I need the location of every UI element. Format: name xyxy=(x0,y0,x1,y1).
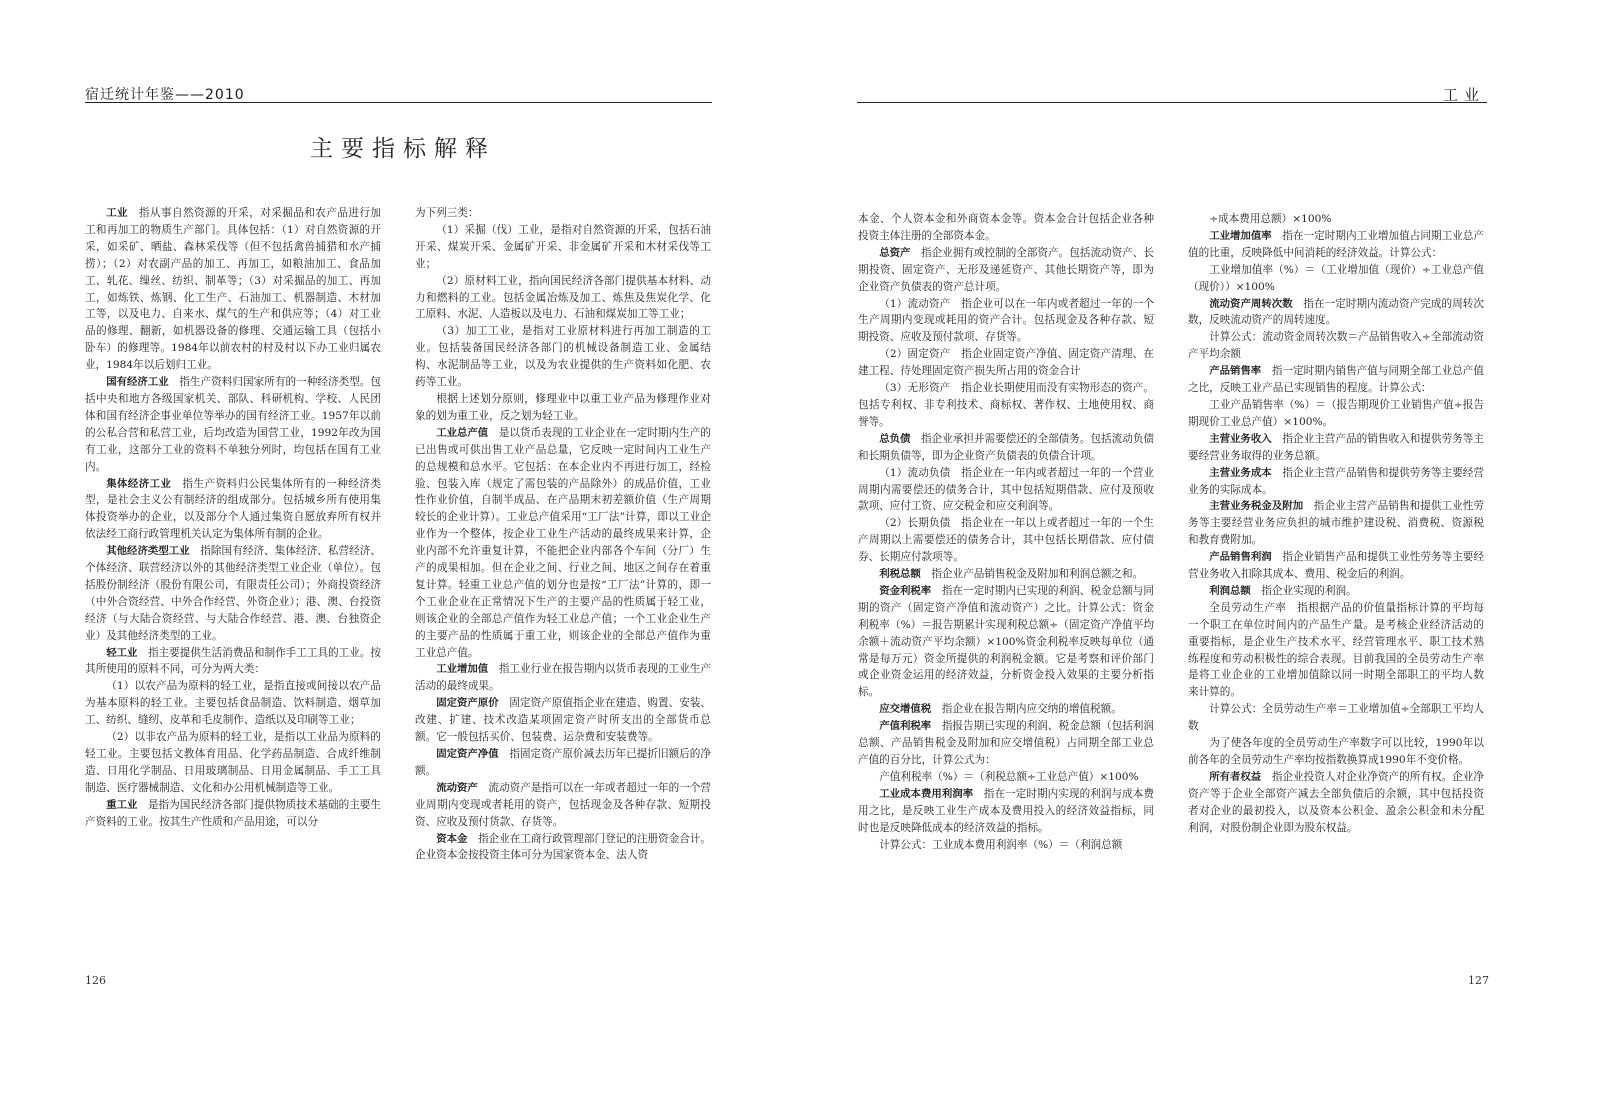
running-header-right: 工业 xyxy=(1442,86,1485,104)
paragraph-text: 指在一定时期内已实现的利润、税金总额与同期的资产（固定资产净值和流动资产）之比。计算公式：资金利税率（%）＝报告期累计实现利税总额÷（固定资产净值平均余额＋流动资产平均余额）×100%资金利税率反映每单位（通常是每万元）资金所提供的利润税金额。它是考察和评价部门或企业资金运用的经济效益，分析资金投入效果的主要分析指标。 xyxy=(858,584,1154,699)
paragraph-text: （3）加工工业，是指对工业原材料进行再加工制造的工业。包括装备国民经济各部门的机械设备制造工业、金属结构、水泥制品等工业，以及为农业提供的生产资料如化肥、农药等工业。 xyxy=(415,325,711,389)
paragraph-text: 指生产资料归国家所有的一种经济类型。包括中央和地方各级国家机关、部队、科研机构、学校、人民团体和国有经济企事业单位等举办的国有经济工业。1957年以前的公私合营和私营工业，后均改造为国营工业，1992年改为国有工业，这部分工业的资料不单独分列时，均包括在国有工业内。 xyxy=(85,376,381,473)
term-heading: 所有者权益 xyxy=(1209,770,1262,783)
paragraph-text: 为了使各年度的全员劳动生产率数字可以比较，1990年以前各年的全员劳动生产率均按指数换算成1990年不变价格。 xyxy=(1188,737,1484,766)
paragraph xyxy=(858,465,1154,516)
term-heading: 产品销售利润 xyxy=(1209,551,1272,564)
paragraph-text: 指在一定时期内实现的利润与成本费用之比，是反映工业生产成本及费用投入的经济效益指标，同时也是反映降低成本的经济效益的指标。 xyxy=(858,787,1154,834)
paragraph-text: 全员劳动生产率 指根据产品的价值量指标计算的平均每一个职工在单位时间内的产品生产量。是考核企业经济活动的重要指标，是企业生产技术水平、经营管理水平、职工技术熟练程度和劳动积极性的综合表现。目前我国的全员劳动生产率是将工业企业的工业增加值除以同一时期全部职工的平均人数来计算的。 xyxy=(1188,601,1484,699)
term-heading: 主营业务收入 xyxy=(1209,432,1272,445)
paragraph-text: 流动资产是指可以在一年或者超过一年的一个营业周期内变现或者耗用的资产，包括现金及各种存款、短期投资、应收及预付货款、存货等。 xyxy=(415,781,711,828)
paragraph-text: ÷成本费用总额）×100% xyxy=(1209,213,1332,225)
paragraph xyxy=(858,211,1154,245)
paragraph-text: 指企业主营产品的销售收入和提供劳务等主要经营业务取得的业务总额。 xyxy=(1188,432,1484,462)
left-page xyxy=(0,0,804,1099)
paragraph xyxy=(85,797,381,831)
paragraph xyxy=(1188,211,1484,228)
term-heading: 其他经济类型工业 xyxy=(106,545,190,558)
term-heading: 国有经济工业 xyxy=(106,376,169,389)
page-number: 127 xyxy=(1468,974,1489,987)
paragraph xyxy=(1188,600,1484,701)
paragraph xyxy=(1188,498,1484,549)
paragraph-text: （1）采掘（伐）工业，是指对自然资源的开采，包括石油开采、煤炭开采、金属矿开采、非金属矿开采和木材采伐等工业； xyxy=(415,223,711,270)
paragraph-text: 指企业拥有或控制的全部资产。包括流动资产、长期投资、固定资产、无形及递延资产、其他长期资产等，即为企业资产负债表的资产总计项。 xyxy=(858,246,1154,293)
paragraph xyxy=(1188,296,1484,330)
paragraph xyxy=(858,786,1154,837)
paragraph xyxy=(85,678,381,729)
term-heading: 工业总产值 xyxy=(436,426,489,439)
paragraph-text: （1）流动负债 指企业在一年内或者超过一年的一个营业周期内需要偿还的债务合计，其中包括短期借款、应付及预收款项、应付工资、应交税金和应交利润等。 xyxy=(858,466,1154,513)
paragraph xyxy=(1188,735,1484,769)
term-heading: 固定资产净值 xyxy=(436,748,499,760)
paragraph xyxy=(415,780,711,831)
page-number: 126 xyxy=(85,974,106,987)
paragraph xyxy=(858,515,1154,566)
paragraph-text: 指企业主营产品销售和提供工业性劳务等主要经营业务应负担的城市维护建设税、消费税、资源税和教育费附加。 xyxy=(1188,500,1484,547)
term-heading: 工业增加值率 xyxy=(1209,229,1272,242)
term-heading: 产值利税率 xyxy=(879,720,932,733)
paragraph xyxy=(415,661,711,695)
term-heading: 固定资产原价 xyxy=(436,697,499,710)
paragraph xyxy=(415,273,711,324)
paragraph xyxy=(85,205,381,374)
paragraph xyxy=(858,346,1154,380)
term-heading: 利润总额 xyxy=(1209,584,1251,597)
paragraph xyxy=(1188,549,1484,583)
paragraph-text: （1）以农产品为原料的轻工业，是指直接或间接以农产品为基本原料的轻工业。主要包括食品制造、饮料制造、烟草加工、纺织、缝纫、皮革和毛皮制作、造纸以及印刷等工业； xyxy=(85,680,381,727)
term-heading: 资本金 xyxy=(436,832,468,845)
paragraph-text: 固定资产原值指企业在建造、购置、安装、改建、扩建、技术改造某项固定资产时所支出的全部货币总额。它一般包括买价、包装费、运杂费和安装费等。 xyxy=(415,697,711,744)
paragraph-text: 是指为国民经济各部门提供物质技术基础的主要生产资料的工业。按其生产性质和产品用途，可以分 xyxy=(85,798,381,828)
term-heading: 主营业务成本 xyxy=(1209,466,1272,479)
paragraph-text: （2）以非农产品为原料的轻工业，是指以工业品为原料的轻工业。主要包括文教体育用品、化学药品制造、合成纤维制造、日用化学制品、日用玻璃制品、日用金属制品、手工工具制造、医疗器械制造、文化和办公用机械制造等工业。 xyxy=(85,731,381,794)
paragraph xyxy=(1188,583,1484,600)
paragraph-text: 指企业销售产品和提供工业性劳务等主要经营业务收入扣除其成本、费用、税金后的利润。 xyxy=(1188,551,1484,581)
paragraph xyxy=(1188,329,1484,363)
paragraph-text: （3）无形资产 指企业长期使用而没有实物形态的资产。包括专利权、非专利技术、商标权、著作权、土地使用权、商誉等。 xyxy=(858,382,1154,428)
paragraph xyxy=(858,837,1154,854)
paragraph-text: 指主要提供生活消费品和制作手工工具的工业。按其所使用的原料不同，可分为两大类： xyxy=(85,646,381,676)
paragraph xyxy=(1188,769,1484,837)
term-heading: 工业成本费用利润率 xyxy=(879,787,974,800)
paragraph xyxy=(1188,431,1484,465)
term-heading: 主营业务税金及附加 xyxy=(1209,500,1304,513)
term-heading: 轻工业 xyxy=(106,646,138,659)
term-heading: 工业增加值 xyxy=(436,663,489,676)
paragraph xyxy=(858,769,1154,786)
paragraph xyxy=(1188,363,1484,397)
term-heading: 资金利税率 xyxy=(879,584,932,597)
paragraph-text: 本金、个人资本金和外商资本金等。资本金合计包括企业各种投资主体注册的全部资本金。 xyxy=(858,213,1154,242)
paragraph xyxy=(415,391,711,425)
paragraph-text: （2）固定资产 指企业固定资产净值、固定资产清理、在建工程、待处理固定资产损失所占用的资金合计 xyxy=(858,348,1154,378)
term-heading: 集体经济工业 xyxy=(106,477,172,490)
page-title: 主要指标解释 xyxy=(310,136,496,162)
paragraph-text: 为下列三类： xyxy=(415,207,479,219)
paragraph xyxy=(858,380,1154,431)
term-heading: 总负债 xyxy=(879,432,911,445)
term-heading: 利税总额 xyxy=(879,568,921,581)
text-column xyxy=(1188,211,1484,901)
paragraph-text: 指一定时期内销售产值与同期全部工业总产值之比，反映工业产品已实现销售的程度。计算公式： xyxy=(1188,365,1484,395)
text-column xyxy=(415,205,711,920)
right-page xyxy=(805,0,1609,1099)
paragraph xyxy=(1188,465,1484,499)
paragraph-text: （2）长期负债 指企业在一年以上或者超过一年的一个生产周期以上需要偿还的债务合计，其中包括长期借款、应付债券、长期应付款项等。 xyxy=(858,517,1154,564)
paragraph xyxy=(85,476,381,544)
paragraph-text: 指除国有经济、集体经济、私营经济、个体经济、联营经济以外的其他经济类型工业企业（单位）。包括股份制经济（股份有限公司，有限责任公司）；外商投资经济（中外合资经营、中外合作经营、外资企业）；港、澳、台投资经济（与大陆合资经营、与大陆合作经营、港、澳、台独资企业）及其他经济类型的工业。 xyxy=(85,545,381,642)
paragraph xyxy=(415,205,711,222)
term-heading: 应交增值税 xyxy=(879,703,932,716)
paragraph-text: 计算公式：流动资金周转次数＝产品销售收入÷全部流动资产平均余额 xyxy=(1188,331,1484,361)
paragraph-text: 指企业承担并需要偿还的全部债务。包括流动负债和长期负债等，即为企业资产负债表的负债合计项。 xyxy=(858,432,1154,462)
paragraph xyxy=(415,425,711,662)
paragraph xyxy=(1188,262,1484,296)
paragraph xyxy=(415,222,711,273)
paragraph-text: 根据上述划分原则，修理业中以重工业产品为修理作业对象的划为重工业，反之划为轻工业。 xyxy=(415,392,711,422)
paragraph-text: 指在一定时期内流动资产完成的周转次数，反映流动资产的周转速度。 xyxy=(1188,297,1484,327)
paragraph xyxy=(858,245,1154,296)
paragraph xyxy=(85,645,381,679)
paragraph-text: 指在一定时期内工业增加值占同期工业总产值的比重，反映降低中间消耗的经济效益。计算公式： xyxy=(1188,229,1484,259)
paragraph-text: 计算公式：全员劳动生产率＝工业增加值÷全部职工平均人数 xyxy=(1188,703,1484,733)
paragraph xyxy=(858,566,1154,583)
paragraph xyxy=(1188,397,1484,431)
paragraph-text: 指企业实现的利润。 xyxy=(1261,584,1357,597)
term-heading: 流动资产周转次数 xyxy=(1209,297,1293,310)
text-column xyxy=(85,205,381,920)
paragraph-text: 指固定资产原价减去历年已提折旧额后的净额。 xyxy=(415,748,711,777)
term-heading: 流动资产 xyxy=(436,781,478,794)
term-heading: 工业 xyxy=(106,207,128,219)
paragraph xyxy=(858,701,1154,718)
header-rule xyxy=(85,102,712,103)
text-column xyxy=(858,211,1154,911)
paragraph xyxy=(858,431,1154,465)
paragraph-text: 指企业主营产品销售和提供劳务等主要经营业务的实际成本。 xyxy=(1188,466,1484,496)
paragraph-text: （1）流动资产 指企业可以在一年内或者超过一年的一个生产周期内变现或耗用的资产合计。包括现金及各种存款、短期投资、应收及预付款项、存货等。 xyxy=(858,297,1154,344)
paragraph-text: 是以货币表现的工业企业在一定时期内生产的已出售或可供出售工业产品总量，它反映一定时间内工业生产的总规模和总水平。它包括：在本企业内不再进行加工，经检验、包装入库（规定了需包装的产品除外）的成品价值，工业性作业价值，自制半成品、在产品期末初差额价值（生产周期较长的企业计算）。工业总产值采用“工厂法”计算，即以工业企业作为一个整体，按企业工业生产活动的最终成果来计算，企业内部不允许重复计算，不能把企业内部各个车间（分厂）生产的成果相加。但在企业之间、行业之间、地区之间存在着重复计算。轻重工业总产值的划分也是按“工厂法”计算的，即一个工业企业在正常情况下生产的主要产品的性质属于轻工业，则该企业的全部总产值作为轻工业总产值；一个工业企业生产的主要产品的性质属于重工业，则该企业的全部总产值作为重工业总产值。 xyxy=(415,426,711,659)
term-heading: 总资产 xyxy=(879,246,911,259)
header-rule xyxy=(857,102,1487,103)
paragraph-text: 计算公式：工业成本费用利润率（%）＝（利润总额 xyxy=(879,838,1123,851)
paragraph xyxy=(415,323,711,391)
paragraph-text: 指企业在报告期内应交纳的增值税额。 xyxy=(941,703,1122,716)
paragraph-text: （2）原材料工业，指向国民经济各部门提供基本材料、动力和燃料的工业。包括金属冶炼及加工、炼焦及焦炭化学、化工原料、水泥、人造板以及电力、石油和煤炭加工等工业； xyxy=(415,274,711,321)
paragraph xyxy=(858,296,1154,347)
paragraph xyxy=(85,543,381,644)
paragraph xyxy=(1188,701,1484,735)
term-heading: 产品销售率 xyxy=(1209,365,1262,378)
paragraph-text: 指生产资料归公民集体所有的一种经济类型，是社会主义公有制经济的组成部分。包括城乡所有使用集体投资举办的企业，以及部分个人通过集资自愿放弃所有权并依法经工商行政管理机关认定为集体所有制的企业。 xyxy=(85,477,381,541)
paragraph-text: 指企业在工商行政管理部门登记的注册资金合计。企业资本金按投资主体可分为国家资本金、法人资 xyxy=(415,832,711,862)
paragraph xyxy=(415,695,711,746)
paragraph xyxy=(415,746,711,780)
paragraph-text: 工业产品销售率（%）＝（报告期现价工业销售产值÷报告期现价工业总产值）×100%。 xyxy=(1188,398,1484,428)
paragraph-text: 指工业行业在报告期内以货币表现的工业生产活动的最终成果。 xyxy=(415,663,711,693)
paragraph xyxy=(858,718,1154,769)
paragraph-text: 指从事自然资源的开采，对采掘品和农产品进行加工和再加工的物质生产部门。具体包括：（1）对自然资源的开采，如采矿、晒盐、森林采伐等（但不包括禽兽捕猎和水产捕捞）；（2）对农副产品的加工、再加工，如粮油加工、食品加工、轧花、缫丝、纺织、制革等；（3）对采掘品的加工、再加工，如炼铁、炼钢、化工生产、石油加工、机器制造、木材加工等，以及电力、自来水、煤气的生产和供应等；（4）对工业品的修理、翻新，如机器设备的修理、交通运输工具（包括小卧车）的修理等。1984年以前农村的村及村以下办工业归属农业，1984年以后划归工业。 xyxy=(85,207,381,372)
term-heading: 重工业 xyxy=(106,798,138,811)
paragraph-text: 指企业投资人对企业净资产的所有权。企业净资产等于企业全部资产减去全部负债后的余额，其中包括投资者对企业的最初投入，以及资本公积金、盈余公积金和未分配利润，对股份制企业即为股东权益。 xyxy=(1188,770,1484,834)
paragraph xyxy=(85,729,381,797)
paragraph xyxy=(85,374,381,475)
paragraph-text: 产值利税率（%）＝（利税总额÷工业总产值）×100% xyxy=(879,770,1139,783)
paragraph xyxy=(1188,228,1484,262)
paragraph xyxy=(858,583,1154,701)
running-header-left: 宿迁统计年鉴——2010 xyxy=(85,87,245,103)
paragraph-text: 指企业产品销售税金及附加和利润总额之和。 xyxy=(931,568,1144,581)
paragraph xyxy=(415,831,711,865)
paragraph-text: 工业增加值率（%）＝（工业增加值（现价）÷工业总产值（现价））×100% xyxy=(1188,263,1484,293)
paragraph-text: 指报告期已实现的利润、税金总额（包括利润总额、产品销售税金及附加和应交增值税）占同期全部工业总产值的百分比，计算公式为： xyxy=(858,720,1154,766)
